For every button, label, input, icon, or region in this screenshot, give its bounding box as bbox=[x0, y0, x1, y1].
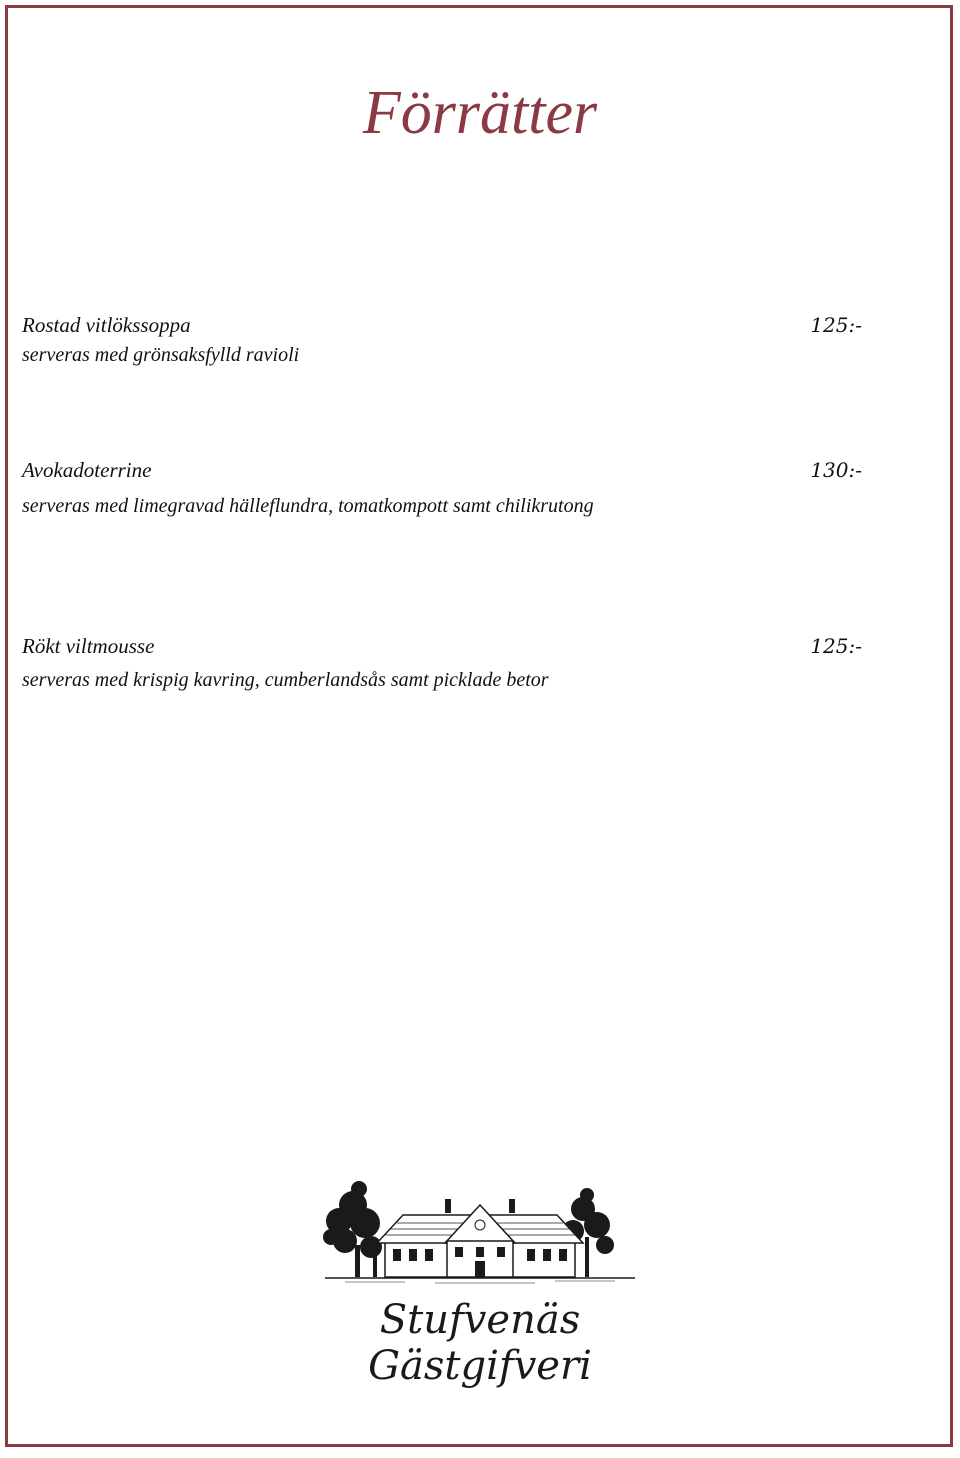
menu-item bbox=[22, 457, 862, 519]
dish-name: Rostad vitlökssoppa bbox=[22, 313, 191, 337]
dish-name: Rökt viltmousse bbox=[22, 634, 155, 658]
dish-price: 125:- bbox=[810, 313, 862, 337]
restaurant-logo bbox=[315, 1175, 645, 1389]
dish-name: Avokadoterrine bbox=[22, 458, 152, 482]
dish-description: serveras med krispig kavring, cumberlandsås samt picklade betor bbox=[22, 669, 549, 691]
logo-wordmark: Stufvenäs Gästgifveri bbox=[368, 1297, 592, 1389]
dish-description: serveras med limegravad hälleflundra, tomatkompott samt chilikrutong bbox=[22, 495, 594, 517]
menu-item bbox=[22, 633, 862, 693]
menu-item bbox=[22, 312, 862, 368]
dish-description: serveras med grönsaksfylld ravioli bbox=[22, 344, 300, 366]
dish-price: 130:- bbox=[810, 458, 862, 482]
dish-price: 125:- bbox=[810, 634, 862, 658]
manor-house-icon bbox=[315, 1175, 645, 1295]
page-title: Förrätter bbox=[362, 79, 598, 147]
